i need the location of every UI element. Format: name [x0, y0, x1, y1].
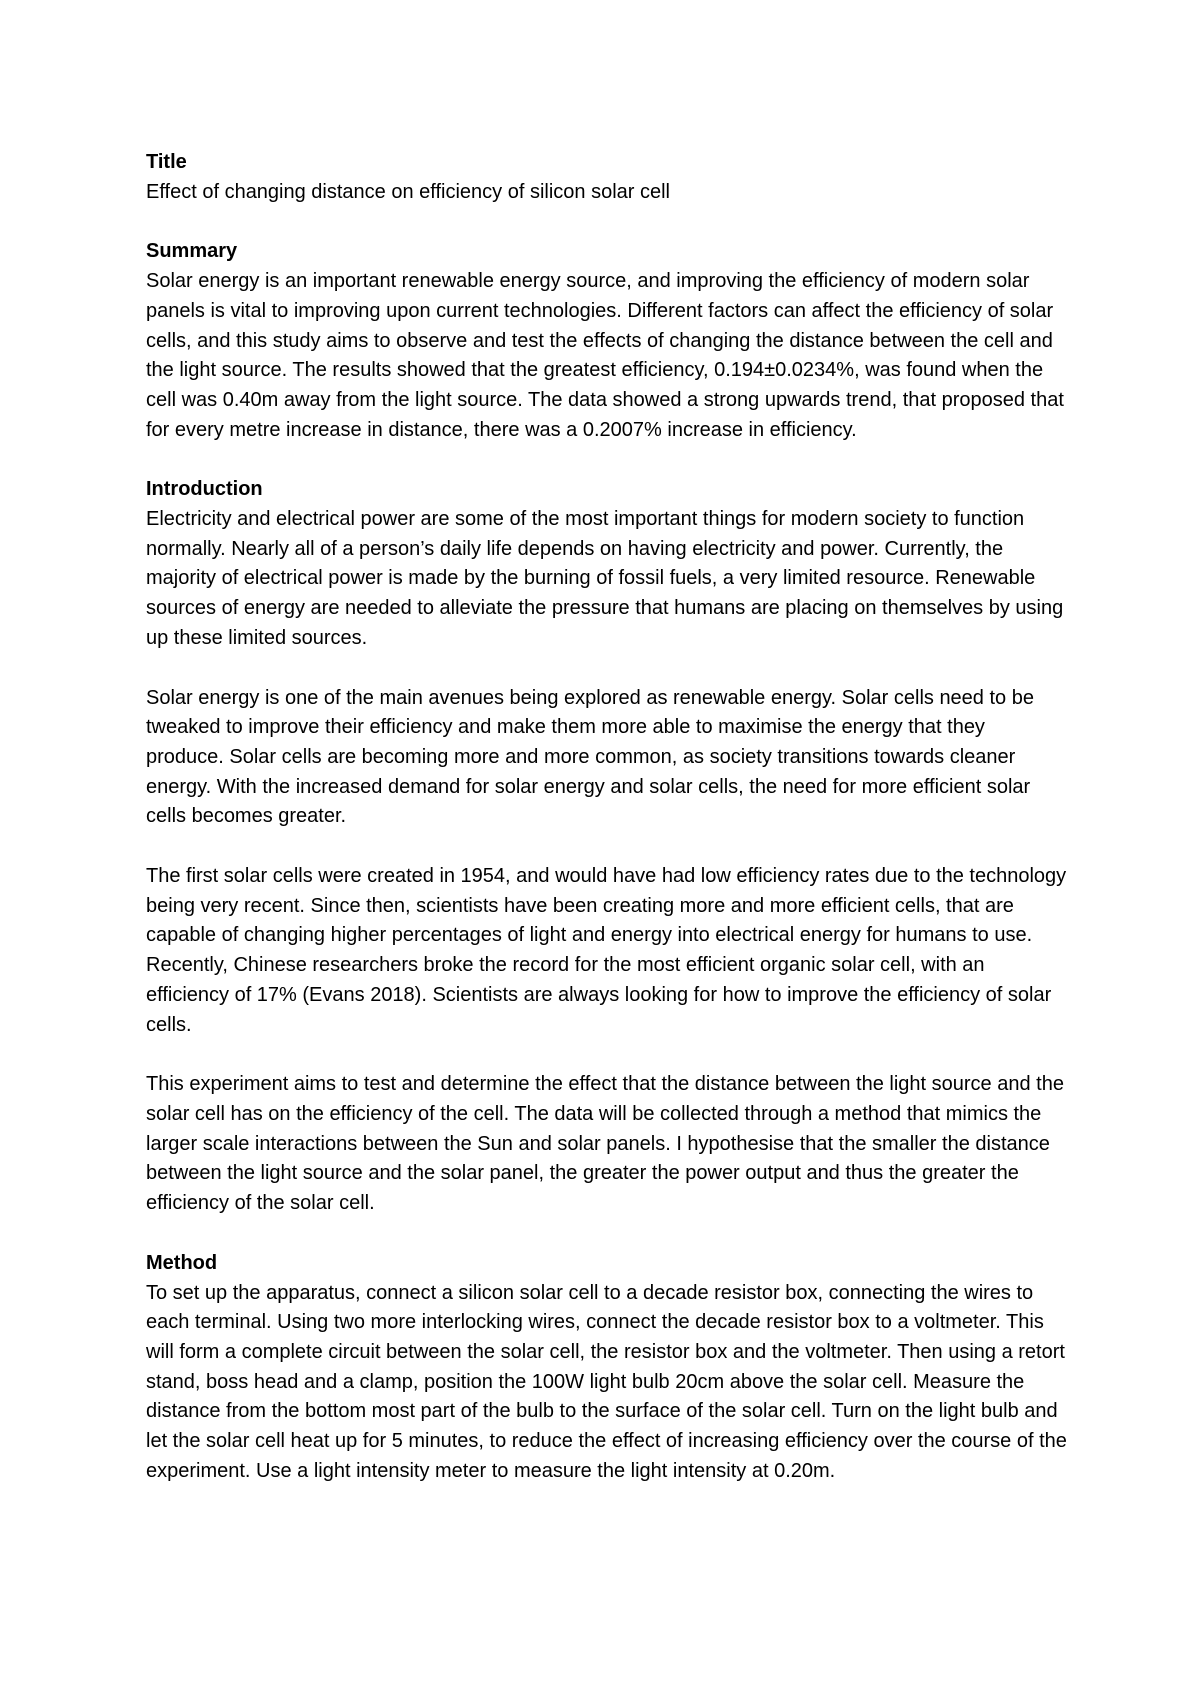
summary-paragraph: Solar energy is an important renewable energy source, and improving the efficiency of modern solar panels is vital to improving upon current technologies. Different factors can affect the efficiency of solar cells, and this study aims to observe and test the effects of changing the distance between the cell and the light source. The results showed that the greatest efficiency, 0.194±0.0234%, was found when the cell was 0.40m away from the light source. The data showed a strong upwards trend, that proposed that for every metre increase in distance, there was a 0.2007% increase in efficiency. — [146, 270, 1064, 441]
section-gap — [146, 445, 1068, 475]
introduction-paragraph-4: This experiment aims to test and determine the effect that the distance between the light source and the solar cell has on the efficiency of the cell. The data will be collected through a method that mimics the larger scale interactions between the Sun and solar panels. I hypothesise that the smaller the distance between the light source and the solar panel, the greater the power output and thus the greater the efficiency of the solar cell. — [146, 1073, 1064, 1215]
introduction-heading: Introduction — [146, 478, 263, 501]
introduction-paragraph-2: Solar energy is one of the main avenues being explored as renewable energy. Solar cells need to be tweaked to improve their efficiency and make them more able to maximise the energy that they produce. Solar cells are becoming more and more common, as society transitions towards cleaner energy. With the increased demand for solar energy and solar cells, the need for more efficient solar cells becomes greater. — [146, 686, 1034, 828]
section-gap — [146, 207, 1068, 237]
section-gap — [146, 1219, 1068, 1249]
method-heading: Method — [146, 1251, 218, 1274]
paragraph-gap — [146, 1040, 1068, 1070]
introduction-paragraph-1: Electricity and electrical power are some of the most important things for modern society to function normally. Nearly all of a person’s daily life depends on having electricity and power. Currently, the majority of electrical power is made by the burning of fossil fuels, a very limited resource. Renewable sources of energy are needed to alleviate the pressure that humans are placing on themselves by using up these limited sources. — [146, 508, 1064, 649]
document-page — [146, 148, 1068, 1486]
title-text: Effect of changing distance on efficiency of silicon solar cell — [146, 180, 671, 203]
title-heading: Title — [146, 151, 187, 173]
introduction-paragraph-3: The first solar cells were created in 1954, and would have had low efficiency rates due to the technology being very recent. Since then, scientists have been creating more and more efficient cells, that are capable of changing higher percentages of light and energy into electrical energy for humans to use. Recently, Chinese researchers broke the record for the most efficient organic solar cell, with an efficiency of 17% (Evans 2018). Scientists are always looking for how to improve the efficiency of solar cells. — [146, 865, 1067, 1036]
summary-heading: Summary — [146, 240, 238, 263]
paragraph-gap — [146, 832, 1068, 862]
method-paragraph: To set up the apparatus, connect a silicon solar cell to a decade resistor box, connecting the wires to each terminal. Using two more interlocking wires, connect the decade resistor box to a voltmeter. This will form a complete circuit between the solar cell, the resistor box and the voltmeter. Then using a retort stand, boss head and a clamp, position the 100W light bulb 20cm above the solar cell. Measure the distance from the bottom most part of the bulb to the surface of the solar cell. Turn on the light bulb and let the solar cell heat up for 5 minutes, to reduce the effect of increasing efficiency over the course of the experiment. Use a light intensity meter to measure the light intensity at 0.20m. — [146, 1281, 1067, 1482]
paragraph-gap — [146, 654, 1068, 684]
